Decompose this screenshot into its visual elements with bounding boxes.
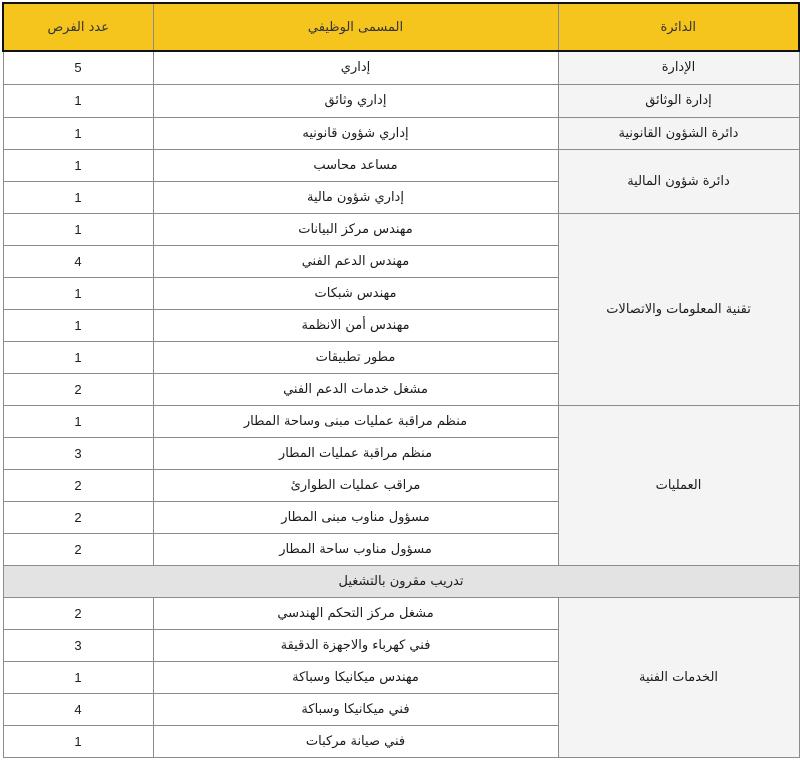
- section-band-row: [3, 565, 799, 597]
- opening-count-cell: 1: [3, 117, 153, 149]
- job-title-cell: إداري: [153, 51, 558, 84]
- header-job-title: المسمى الوظيفي: [153, 3, 558, 51]
- header-department: الدائرة: [558, 3, 799, 51]
- job-title-cell: مهندس شبكات: [153, 277, 558, 309]
- opening-count-cell: 4: [3, 245, 153, 277]
- header-opening-count: عدد الفرص: [3, 3, 153, 51]
- job-title-cell: مهندس الدعم الفني: [153, 245, 558, 277]
- opening-count-cell: 1: [3, 309, 153, 341]
- job-title-cell: إداري شؤون قانونيه: [153, 117, 558, 149]
- department-cell: الإدارة: [558, 51, 799, 84]
- job-title-cell: منظم مراقبة عمليات مبنى وساحة المطار: [153, 405, 558, 437]
- job-title-cell: مراقب عمليات الطوارئ: [153, 469, 558, 501]
- job-title-cell: إداري وثائق: [153, 84, 558, 117]
- job-title-cell: منظم مراقبة عمليات المطار: [153, 437, 558, 469]
- department-cell: إدارة الوثائق: [558, 84, 799, 117]
- opening-count-cell: 1: [3, 277, 153, 309]
- opening-count-cell: 1: [3, 725, 153, 757]
- department-cell: الخدمات الفنية: [558, 597, 799, 757]
- opening-count-cell: 2: [3, 373, 153, 405]
- table-row: [3, 213, 799, 245]
- department-cell: العمليات: [558, 405, 799, 565]
- opening-count-cell: 2: [3, 597, 153, 629]
- opening-count-cell: 2: [3, 533, 153, 565]
- job-title-cell: مسؤول مناوب مبنى المطار: [153, 501, 558, 533]
- opening-count-cell: 2: [3, 469, 153, 501]
- opening-count-cell: 3: [3, 437, 153, 469]
- job-title-cell: مهندس مركز البيانات: [153, 213, 558, 245]
- job-openings-table: [2, 2, 800, 758]
- opening-count-cell: 1: [3, 181, 153, 213]
- job-title-cell: إداري شؤون مالية: [153, 181, 558, 213]
- table-row: [3, 51, 799, 84]
- job-title-cell: فني صيانة مركبات: [153, 725, 558, 757]
- opening-count-cell: 1: [3, 149, 153, 181]
- table-row: [3, 84, 799, 117]
- job-title-cell: مشغل خدمات الدعم الفني: [153, 373, 558, 405]
- section-title: تدريب مقرون بالتشغيل: [3, 565, 799, 597]
- job-title-cell: مسؤول مناوب ساحة المطار: [153, 533, 558, 565]
- opening-count-cell: 1: [3, 213, 153, 245]
- department-cell: دائرة شؤون المالية: [558, 149, 799, 213]
- job-title-cell: مهندس ميكانيكا وسباكة: [153, 661, 558, 693]
- job-title-cell: مساعد محاسب: [153, 149, 558, 181]
- table-row: [3, 405, 799, 437]
- job-title-cell: مطور تطبيقات: [153, 341, 558, 373]
- opening-count-cell: 1: [3, 661, 153, 693]
- job-title-cell: فني ميكانيكا وسباكة: [153, 693, 558, 725]
- department-cell: دائرة الشؤون القانونية: [558, 117, 799, 149]
- opening-count-cell: 2: [3, 501, 153, 533]
- table-row: [3, 597, 799, 629]
- job-title-cell: مهندس أمن الانظمة: [153, 309, 558, 341]
- table-row: [3, 149, 799, 181]
- table-header-row: [3, 3, 799, 51]
- job-title-cell: مشغل مركز التحكم الهندسي: [153, 597, 558, 629]
- job-title-cell: فني كهرباء والاجهزة الدقيقة: [153, 629, 558, 661]
- opening-count-cell: 3: [3, 629, 153, 661]
- opening-count-cell: 4: [3, 693, 153, 725]
- opening-count-cell: 5: [3, 51, 153, 84]
- opening-count-cell: 1: [3, 84, 153, 117]
- table-row: [3, 117, 799, 149]
- opening-count-cell: 1: [3, 341, 153, 373]
- opening-count-cell: 1: [3, 405, 153, 437]
- department-cell: تقنية المعلومات والاتصالات: [558, 213, 799, 405]
